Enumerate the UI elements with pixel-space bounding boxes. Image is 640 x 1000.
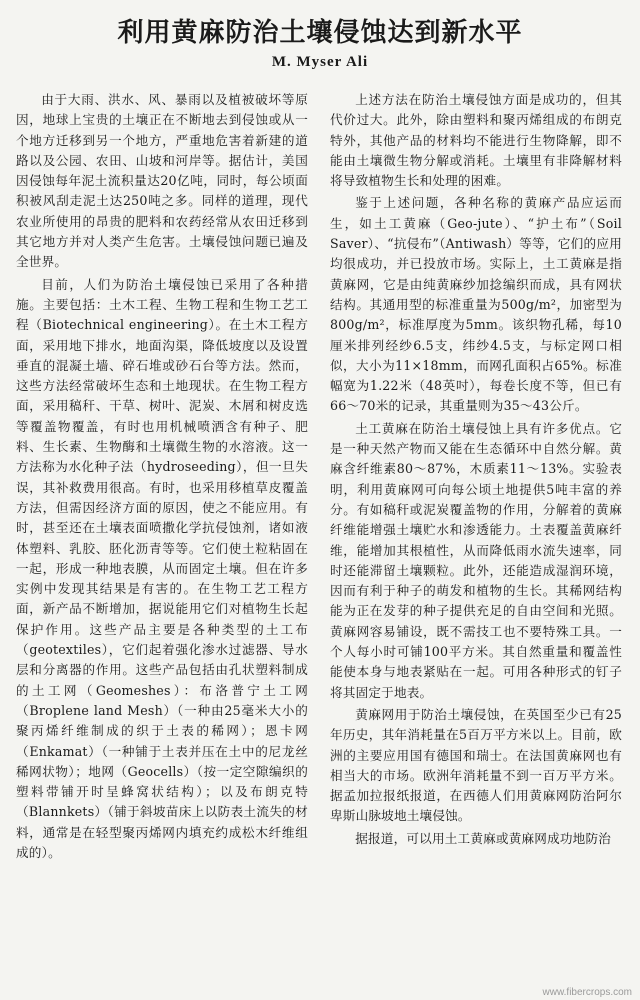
paragraph: 鉴于上述问题，各种名称的黄麻产品应运而生，如土工黄麻（Geo-jute）、“护土布”（Soil Saver）、“抗侵布”（Antiwash）等等，它们的应用均很成功，并已投放市场。实际上，土工黄麻是指黄麻网，它是由纯黄麻纱加捻编织而成，具有网状结构。其通用型的标准重量为500g/m²，加密型为800g/m²，标准厚度为5mm。该织物孔稀，每10厘米排列经纱6.5支，纬纱4.5支，与标定网口相似，大小为11×18mm，而网孔面积占65%。标准幅宽为1.22米（48英吋），每卷长度不等，但已有66～70米的记录，其重量则为35～43公斤。 (330, 195, 622, 414)
paragraph: 据报道，可以用土工黄麻或黄麻网成功地防治 (355, 830, 612, 846)
paragraph: 黄麻网用于防治土壤侵蚀，在英国至少已有25年历史，其年消耗量在5百万平方米以上。目前，欧洲的主要应用国有德国和瑞士。在法国黄麻网也有相当大的市场。欧洲年消耗量不到一百万平方米。据孟加拉报纸报道，在西德人们用黄麻网防治阿尔卑斯山脉坡地土壤侵蚀。 (330, 706, 622, 824)
paragraph: 土工黄麻在防治土壤侵蚀上具有许多优点。它是一种天然产物而又能在生态循环中自然分解。黄麻含纤维素80～87%，木质素11～13%。实验表明，利用黄麻网可向每公顷土地提供5吨丰富的养分。有如稿秆或泥炭覆盖物的作用，分解着的黄麻纤维能增强土壤贮水和渗透能力。土表覆盖黄麻纤维，能增加其根植性，从而降低雨水流失速率，同时还能滞留土壤颗粒。此外，还能造成湿润环境，因而有利于种子的萌发和植物的生长。其稀网结构能为正在发芽的种子提供充足的自由空间和光照。黄麻网容易铺设，既不需技工也不要特殊工具。一个人每小时可铺100平方米。其自然重量和覆盖性能使本身与地表紧贴在一起。可用各种形式的钉子将其固定于地表。 (330, 420, 622, 700)
right-column (330, 90, 622, 990)
article-title: 利用黄麻防治土壤侵蚀达到新水平 (117, 18, 523, 48)
paragraph: 目前，人们为防治土壤侵蚀已采用了各种措施。主要包括：土木工程、生物工程和生物工艺工程（Biotechnical engineering）。在土木工程方面，采用地下排水，地面沟渠，降低坡度以及设置垂直的混凝土墙、碎石堆或砂石台等方法。然而，这些方法经常破坏生态和土地现状。在生物工程方面，采用稿秆、干草、树叶、泥炭、木屑和树皮选等覆盖物覆盖，有时也用机械喷洒含有种子、肥料、生长素、生物酶和土壤微生物的水溶液。这一方法称为水化种子法（hydroseeding），但一旦失误，其补救费用很高。有时，也采用移植草皮覆盖方法，但需因经济方面的原因，使之不能应用。有时，甚至还在土壤表面喷撒化学抗侵蚀剂，诸如液体塑料、乳胶、胚化沥青等等。它们使土粒粘固在一起，形成一种地表膜，从而固定土壤。但在许多实例中发现其结果是有害的。在生物工艺工程方面，新产品不断增加，据说能用它们对植物生长起保护作用。这些产品主要是各种类型的土工布（geotextiles），它们起着强化渗水过滤器、导水层和分离器的作用。这些产品包括由孔状塑料制成的土工网（Geomeshes）：布洛普宁土工网（Broplene land Mesh）（一种由25毫米大小的聚丙烯纤维制成的织于土表的稀网）；恩卡网（Enkamat）（一种铺于土表并压在土中的尼龙丝稀网状物）；地网（Geocells）（按一定空隙编织的塑料带铺开时呈蜂窝状结构）；以及布朗克特（Blannkets）（铺于斜坡苗床上以防表土流失的材料，通常是在轻型聚丙烯网内填充约成松木纤维组成的）。 (16, 276, 308, 860)
site-watermark: www.fibercrops.com (542, 987, 632, 998)
paragraph: 由于大雨、洪水、风、暴雨以及植被破坏等原因，地球上宝贵的土壤正在不断地去到侵蚀或从一个地方迁移到另一个地方，严重地危害着新建的道路以及公园、农田、山坡和河岸等。据估计，美国因侵蚀每年泥土流积量达20亿吨，同时，每公顷面积被风刮走泥土达250吨之多。同样的道理，现代农业所使用的昂贵的肥料和农药经常从农田迁移到其它地方并对人类产生危害。土壤侵蚀问题已遍及全世界。 (16, 92, 308, 270)
paragraph: 上述方法在防治土壤侵蚀方面是成功的，但其代价过大。此外，除由塑料和聚丙烯组成的布朗克特外，其他产品的材料均不能进行生物降解，即不能由土壤微生物分解或消耗。土壤里有非降解材料将导致植物生长和处理的困难。 (330, 92, 622, 189)
left-column (16, 90, 308, 990)
article-author: M. Myser Ali (271, 54, 369, 70)
